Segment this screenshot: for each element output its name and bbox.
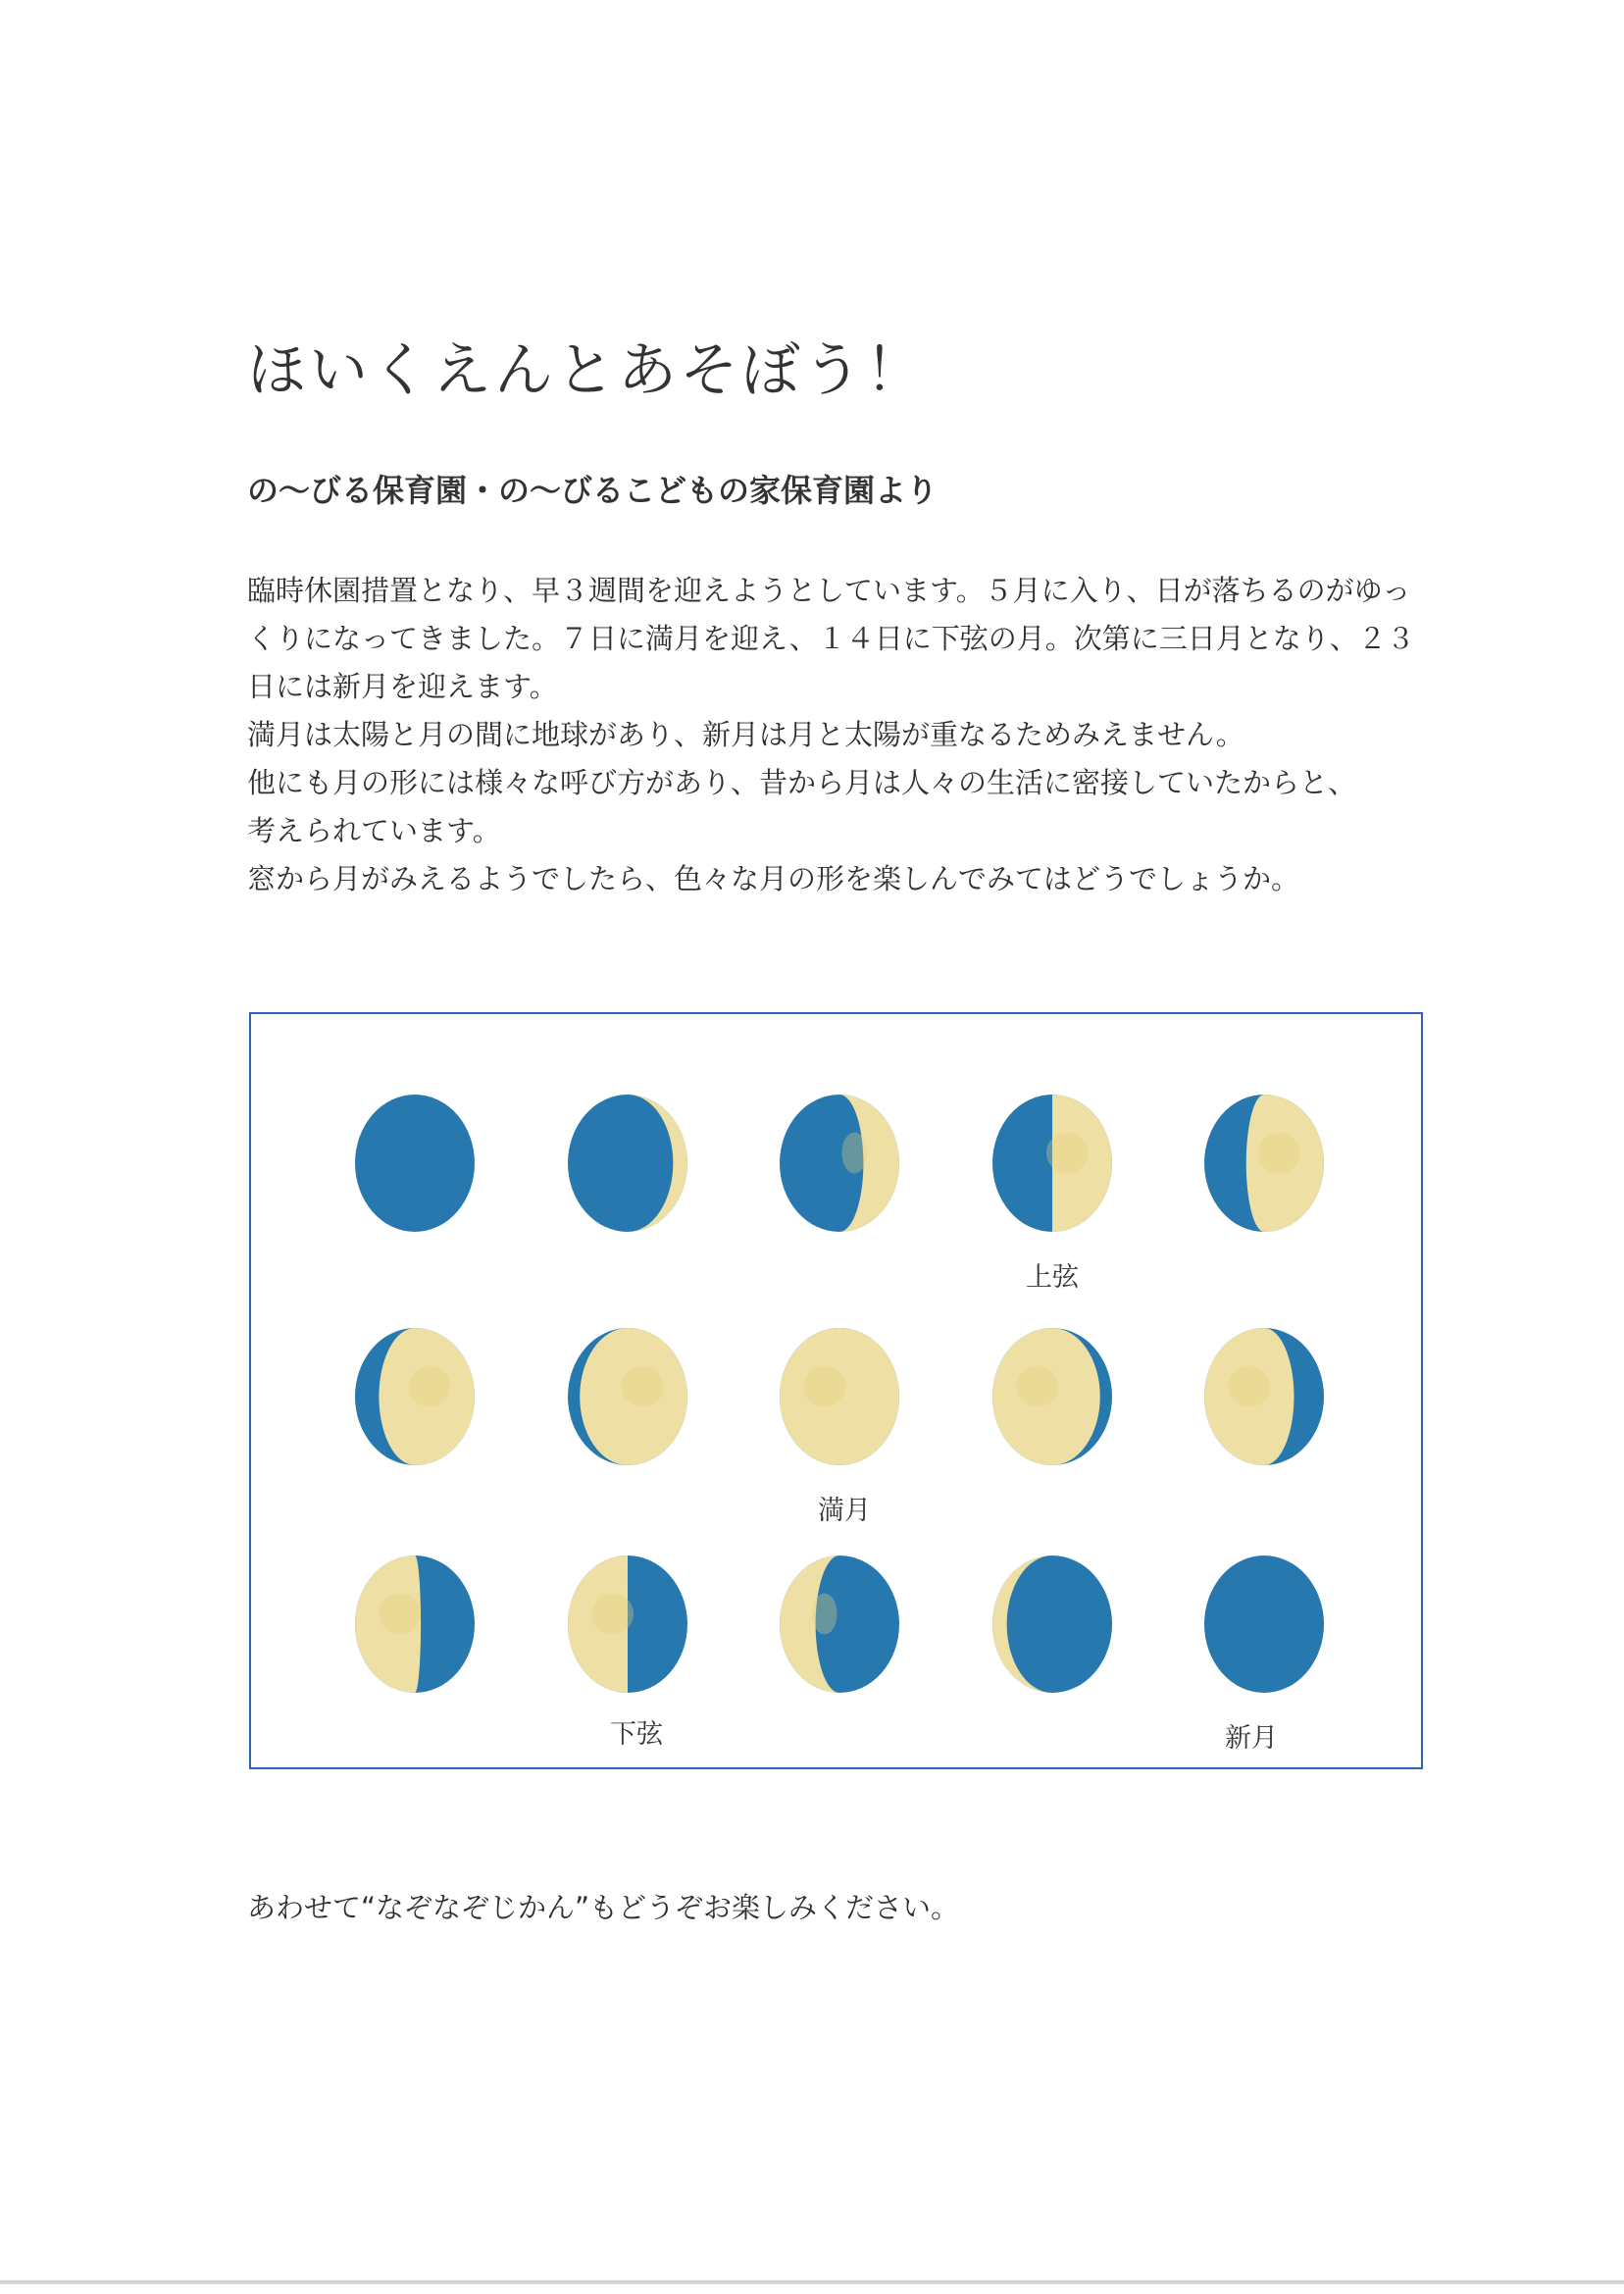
label-first-quarter: 上弦 bbox=[1026, 1262, 1079, 1293]
body-line: 日には新月を迎えます。 bbox=[247, 670, 558, 703]
body-line: 満月は太陽と月の間に地球があり、新月は月と太陽が重なるためみえません。 bbox=[247, 718, 1244, 751]
label-full-moon: 満月 bbox=[818, 1496, 871, 1526]
moon-phase-4 bbox=[992, 1095, 1112, 1232]
moon-texture bbox=[379, 1594, 421, 1635]
moon-phase-13 bbox=[780, 1555, 899, 1693]
moon-texture bbox=[803, 1366, 845, 1407]
moon-phase-3 bbox=[780, 1095, 899, 1232]
moon-phase-5 bbox=[1204, 1095, 1324, 1232]
body-line: くりになってきました。７日に満月を迎え、１４日に下弦の月。次第に三日月となり、２３ bbox=[247, 622, 1415, 655]
moon-phase-figure bbox=[249, 1012, 1423, 1769]
moon-texture bbox=[1046, 1133, 1089, 1174]
body-line: 考えられています。 bbox=[247, 814, 501, 847]
moon-phase-6 bbox=[355, 1328, 475, 1465]
moon-texture bbox=[1228, 1366, 1270, 1407]
closing-text: あわせて“なぞなぞじかん”もどうぞお楽しみください。 bbox=[247, 1891, 960, 1924]
body-line: 臨時休園措置となり、早３週間を迎えようとしています。５月に入り、日が落ちるのがゆっ bbox=[247, 574, 1411, 607]
moon-phase-11 bbox=[355, 1555, 475, 1693]
moon-phase-8 bbox=[780, 1328, 899, 1465]
moon-phase-illustration bbox=[251, 1014, 1421, 1767]
moon-phase-10 bbox=[1204, 1328, 1324, 1465]
label-new-moon: 新月 bbox=[1225, 1723, 1278, 1754]
moon-phase-2 bbox=[568, 1095, 687, 1232]
moon-phase-9 bbox=[992, 1328, 1112, 1465]
moon-disc bbox=[1204, 1555, 1324, 1693]
body-line: 他にも月の形には様々な呼び方があり、昔から月は人々の生活に密接していたからと、 bbox=[247, 766, 1357, 799]
body-text bbox=[247, 567, 1444, 903]
moon-phase-15 bbox=[1204, 1555, 1324, 1693]
moon-texture bbox=[841, 1133, 867, 1174]
moon-texture bbox=[622, 1366, 664, 1407]
moon-phase-12 bbox=[568, 1555, 687, 1693]
page-bottom-edge bbox=[0, 2280, 1624, 2284]
body-line: 窓から月がみえるようでしたら、色々な月の形を楽しんでみてはどうでしょうか。 bbox=[247, 862, 1300, 895]
moon-texture bbox=[591, 1594, 634, 1635]
page-title: ほいくえんとあそぼう！ bbox=[247, 336, 927, 405]
moon-texture bbox=[1016, 1366, 1058, 1407]
moon-phase-7 bbox=[568, 1328, 687, 1465]
page-subtitle: の～びる保育園・の～びるこどもの家保育園より bbox=[247, 472, 939, 509]
moon-texture bbox=[409, 1366, 451, 1407]
label-last-quarter: 下弦 bbox=[610, 1719, 663, 1750]
moon-disc bbox=[355, 1095, 475, 1232]
moon-texture bbox=[812, 1594, 837, 1635]
moon-phase-1 bbox=[355, 1095, 475, 1232]
moon-phase-14 bbox=[992, 1555, 1112, 1693]
moon-texture bbox=[1258, 1133, 1300, 1174]
